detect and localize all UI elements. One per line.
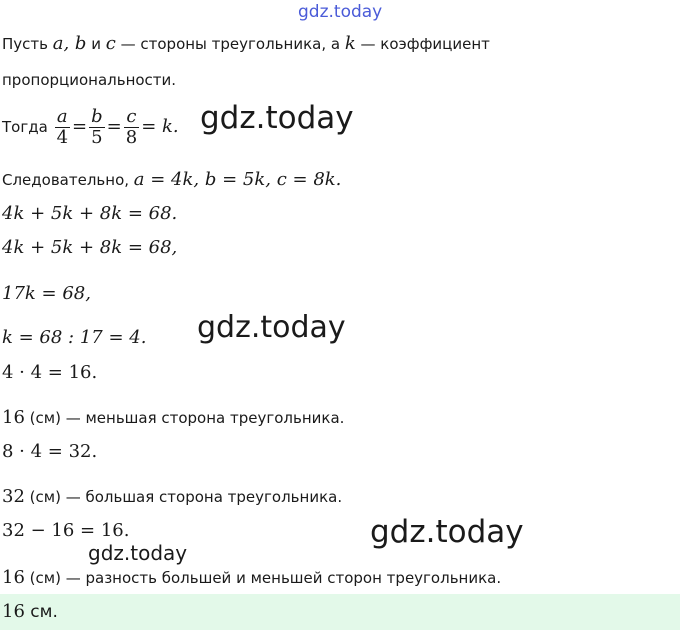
answer-text: 16 см. [2,601,58,622]
fraction: $\frac{c}{8}$ [125,106,138,148]
answer-box [0,594,680,630]
text-line: 16 (см) — меньшая сторона треугольника. [2,407,345,428]
watermark: gdz.today [298,2,383,22]
watermark: gdz.today [200,100,354,136]
equation-line: k = 68 : 17 = 4. [2,327,147,348]
proportion-line: Тогда $\frac{a}{4}$ = $\frac{b}{5}$ = $\frac{c}{8}$ = k. [2,106,179,148]
fraction: $\frac{a}{4}$ [56,106,69,148]
text-line: 32 (см) — большая сторона треугольника. [2,486,343,507]
equation-line: 8 · 4 = 32. [2,441,98,462]
text-line: пропорциональности. [2,71,177,89]
equation-line: 4k + 5k + 8k = 68. [2,203,178,224]
equation-line: 17k = 68, [2,283,91,304]
text-line: Пусть a, b и c — стороны треугольника, а k — коэффициент [2,33,490,54]
text-line: 16 (см) — разность большей и меньшей сторон треугольника. [2,567,502,588]
watermark: gdz.today [197,310,346,345]
equation-line: 4 · 4 = 16. [2,362,98,383]
equation-line: 4k + 5k + 8k = 68, [2,237,178,258]
equation-line: 32 − 16 = 16. [2,520,130,541]
watermark: gdz.today [88,541,188,565]
text-line: Следовательно, a = 4k, b = 5k, c = 8k. [2,169,342,190]
fraction: $\frac{b}{5}$ [91,106,103,148]
watermark: gdz.today [370,514,524,550]
